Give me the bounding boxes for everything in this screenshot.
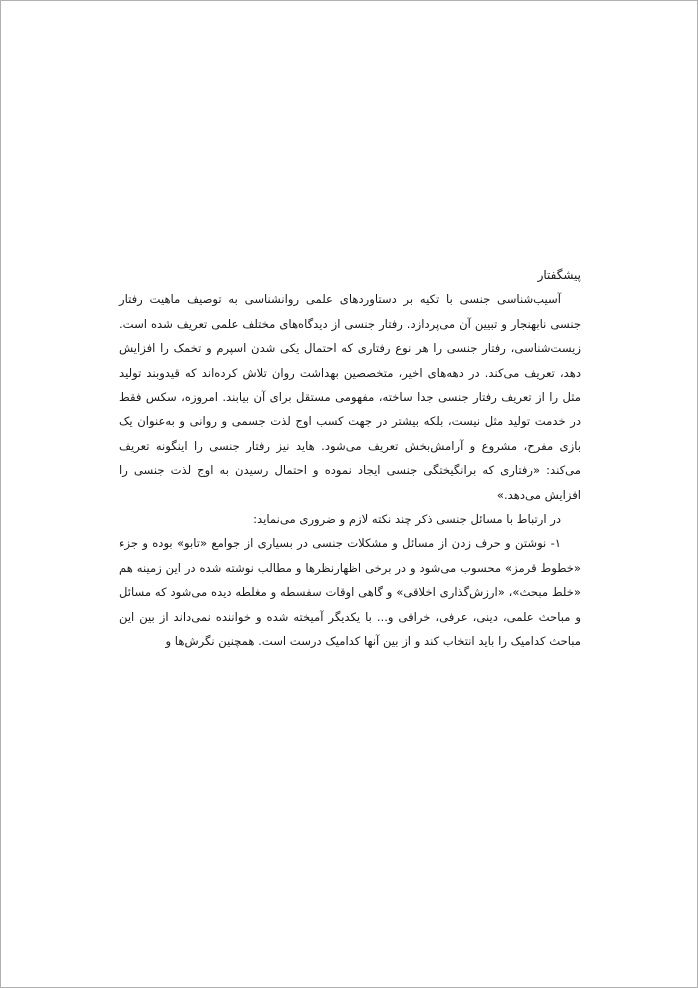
text-column <box>119 263 581 654</box>
paragraph-lead-in: در ارتباط با مسائل جنسی ذکر چند نکته لازم و ضروری می‌نماید: <box>253 512 561 527</box>
page-title: پیشگفتار <box>537 268 581 282</box>
paragraph-intro: آسیب‌شناسی جنسی با تکیه بر دستاوردهای علمی روانشناسی به توصیف ماهیت رفتار جنسی نابهنجار و تبیین آن می‌پردازد. رفتار جنسی از دیدگاه‌های مختلف علمی تعریف شده است. زیست‌شناسی، رفتار جنسی را هر نوع رفتاری که احتمال یکی شدن اسپرم و تخمک را افزایش دهد، تعریف می‌کند. در دهه‌های اخیر، متخصصین بهداشت روان تلاش کرده‌اند که قیدوبند تولید مثل را از تعریف رفتار جنسی جدا ساخته، مفهومی مستقل برای آن بیابند. امروزه، سکس فقط در خدمت تولید مثل نیست، بلکه بیشتر در جهت کسب اوج لذت جسمی و روانی و به‌عنوان یک بازی مفرح، مشروع و آرامش‌بخش تعریف می‌شود. هاید نیز رفتار جنسی را اینگونه تعریف می‌کند: «رفتاری که برانگیختگی جنسی ایجاد نموده و احتمال رسیدن به اوج لذت جنسی را افزایش می‌دهد.» <box>119 292 581 502</box>
paragraph-point-1: ۱- نوشتن و حرف زدن از مسائل و مشکلات جنسی در بسیاری از جوامع «تابو» بوده و جزء «خطوط قرمز» محسوب می‌شود و در برخی اظهارنظرها و مطالب نوشته شده در این زمینه هم «خلط مبحث»، «ارزش‌گذاری اخلاقی» و گاهی اوقات سفسطه و مغلطه دیده می‌شود که مسائل و مباحث علمی، دینی، عرفی، خرافی و... با یکدیگر آمیخته شده و خواننده نمی‌داند از بین این مباحث کدامیک را باید انتخاب کند و از بین آنها کدامیک درست است. همچنین نگرش‌ها و <box>119 536 581 649</box>
